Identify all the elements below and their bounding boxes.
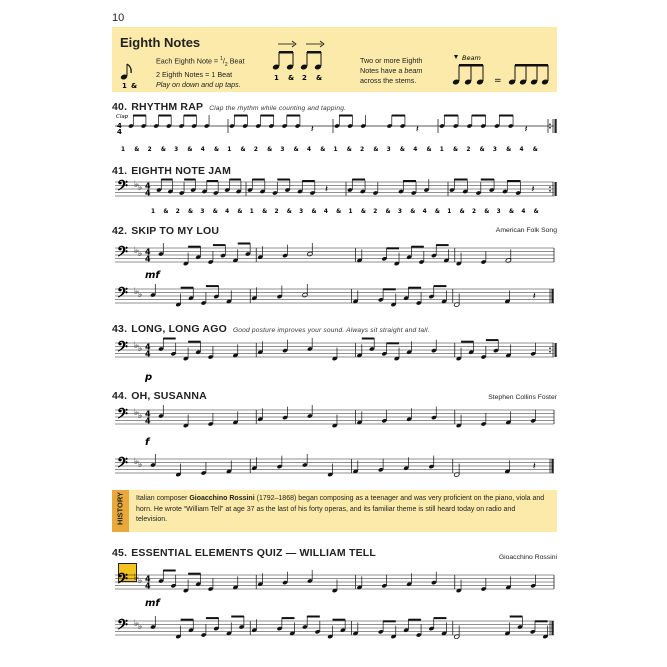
quarter-rest-icon: 𝄽 — [415, 124, 419, 135]
beam-text-3: across the stems. — [360, 76, 417, 85]
count-label: & — [479, 147, 485, 153]
bass-clef-icon: 𝄢 — [117, 571, 128, 591]
clap-label: Clap — [116, 114, 129, 120]
beam — [213, 244, 225, 246]
beam — [434, 617, 447, 619]
flat-icon: ♭ — [138, 249, 143, 259]
bass-clef-icon: 𝄢 — [117, 617, 128, 637]
exercise-45-credit: Gioacchino Rossini — [498, 554, 557, 561]
flat-icon: ♭ — [134, 408, 139, 418]
beam — [252, 179, 264, 181]
count-label: 1 — [249, 209, 254, 215]
beam-text-2-pre: Notes have a — [360, 66, 405, 75]
flat-icon: ♭ — [138, 290, 143, 300]
svg-text:&: & — [288, 74, 295, 82]
info-description: Each Eighth Note = $^1/_2$ Beat 2 Eighth Notes = 1 Beat Play on down and up taps. — [156, 54, 276, 90]
beam — [282, 617, 295, 619]
count-label: & — [453, 147, 459, 153]
beam — [472, 115, 486, 117]
beam — [231, 616, 244, 618]
exercise-42-title: 42. SKIP TO MY LOU — [112, 225, 220, 237]
time-signature-top: 4 — [145, 181, 151, 191]
info-count-one: 1 — [122, 82, 127, 89]
info-title: Eighth Notes — [120, 35, 201, 50]
beam — [486, 339, 498, 341]
beam — [392, 115, 405, 117]
time-signature-bottom: 4 — [145, 416, 151, 426]
time-signature-bottom: 4 — [145, 254, 151, 264]
beam — [261, 115, 274, 117]
exercise-45-title: 45. ESSENTIAL ELEMENTS QUIZ — WILLIAM TELL — [112, 547, 377, 559]
count-label: 3 — [200, 209, 205, 215]
bass-clef-icon: 𝄢 — [117, 244, 128, 264]
count-label: 2 — [147, 147, 152, 153]
info-line3: Play on down and up taps. — [156, 79, 241, 89]
beam — [234, 115, 247, 117]
flat-icon: ♭ — [138, 576, 143, 586]
count-label: 4 — [519, 147, 524, 153]
exercise-44-credit: Stephen Collins Foster — [488, 394, 557, 401]
beam — [161, 179, 172, 181]
flat-icon: ♭ — [134, 287, 139, 297]
final-barline — [552, 621, 554, 635]
beam — [188, 341, 200, 343]
exercise-40-title: 40. RHYTHM RAP Clap the rhythm while counting and tapping. — [112, 101, 347, 113]
time-signature-bottom: 4 — [117, 128, 122, 136]
count-label: & — [160, 147, 166, 153]
time-signature-top: 4 — [117, 122, 122, 130]
beam — [352, 179, 365, 181]
count-label: 2 — [274, 209, 279, 215]
count-label: 3 — [386, 147, 391, 153]
count-label: & — [293, 147, 299, 153]
staff — [115, 406, 554, 426]
count-label: & — [346, 147, 352, 153]
count-label: 1 — [151, 209, 156, 215]
info-frac-den: 2 — [224, 61, 228, 68]
repeat-dot — [549, 123, 551, 125]
history-composer: Gioacchino Rossini — [189, 495, 255, 502]
exercise-43-title: 43. LONG, LONG AGO Good posture improves your sound. Always sit straight and tall. — [112, 323, 430, 335]
quarter-rest-icon: 𝄽 — [531, 184, 535, 195]
beam — [159, 115, 172, 117]
flat-icon: ♭ — [134, 246, 139, 256]
info-line1-prefix: Each Eighth Note = — [156, 56, 221, 66]
beam — [188, 573, 200, 575]
beam — [277, 179, 290, 181]
repeat-dot — [549, 190, 551, 192]
history-text: Italian composer Gioacchino Rossini (1792–1868) began composing as a teenager and was very proficient on the piano, viola and horn. He wrote “William Tell” at age 37 as the last of his forty operas, and its familiar theme is still heard today on radio and television. — [136, 495, 545, 523]
beam — [307, 616, 320, 618]
count-label: & — [434, 209, 440, 215]
beam — [507, 180, 520, 182]
count-label: & — [187, 147, 193, 153]
beam — [238, 243, 250, 245]
count-label: & — [213, 147, 220, 153]
beam — [411, 246, 423, 248]
count-label: & — [188, 209, 194, 215]
count-label: & — [373, 147, 379, 153]
count-label: 1 — [447, 209, 452, 215]
count-label: 2 — [373, 209, 378, 215]
beam — [163, 338, 175, 340]
beam — [454, 179, 467, 181]
beam — [408, 287, 421, 289]
count-label: & — [311, 209, 317, 215]
beam — [510, 616, 523, 618]
count-label: 3 — [299, 209, 304, 215]
info-line1-suffix: Beat — [227, 56, 245, 66]
count-label: & — [320, 147, 326, 153]
count-label: 3 — [492, 147, 497, 153]
beam — [206, 617, 219, 619]
count-label: & — [484, 209, 490, 215]
count-label: & — [360, 209, 366, 215]
bass-clef-icon: 𝄢 — [117, 455, 128, 475]
bass-clef-icon: 𝄢 — [117, 339, 128, 359]
count-label: 1 — [439, 147, 444, 153]
repeat-dot — [549, 127, 551, 129]
count-label: 1 — [333, 147, 338, 153]
count-label: & — [336, 209, 342, 215]
beam — [339, 115, 352, 117]
beam — [133, 115, 146, 117]
count-label: & — [399, 147, 405, 153]
quarter-rest-icon: 𝄽 — [524, 124, 528, 135]
svg-text:2: 2 — [302, 74, 307, 82]
flat-icon: ♭ — [138, 460, 143, 470]
count-label: 2 — [360, 147, 365, 153]
flat-icon: ♭ — [138, 183, 143, 193]
count-label: & — [385, 209, 391, 215]
info-frac-num: 1 — [220, 56, 223, 62]
page-number: 10 — [112, 12, 125, 24]
count-label: & — [410, 209, 416, 215]
count-label: & — [267, 147, 273, 153]
beam-text-2-em: beam — [404, 66, 423, 75]
count-label: & — [262, 209, 268, 215]
count-label: & — [134, 147, 140, 153]
final-barline — [552, 459, 554, 473]
count-label: & — [237, 209, 243, 215]
bass-clef-icon: 𝄢 — [117, 178, 128, 198]
count-label: & — [506, 147, 512, 153]
time-signature-bottom: 4 — [145, 188, 151, 198]
final-barline — [555, 182, 557, 196]
count-label: 4 — [521, 209, 526, 215]
staff — [115, 178, 554, 198]
repeat-dot — [549, 186, 551, 188]
count-label: 3 — [397, 209, 402, 215]
quarter-rest-icon: 𝄽 — [532, 461, 536, 472]
beam — [499, 115, 513, 117]
beam-label: Beam — [462, 54, 481, 62]
flat-icon: ♭ — [134, 573, 139, 583]
count-label: & — [212, 209, 218, 215]
beam — [163, 570, 175, 572]
count-label: & — [532, 147, 538, 153]
time-signature-top: 4 — [145, 342, 151, 352]
count-label: 2 — [253, 147, 258, 153]
beam — [434, 285, 447, 287]
count-label: 4 — [306, 147, 311, 153]
final-barline — [552, 289, 554, 303]
exercise-41-title: 41. EIGHTH NOTE JAM — [112, 165, 232, 177]
beam — [302, 180, 315, 182]
info-count-and: & — [131, 82, 138, 89]
count-label: & — [426, 147, 432, 153]
time-signature-bottom: 4 — [145, 349, 151, 359]
count-label: 3 — [496, 209, 501, 215]
staff — [115, 339, 554, 359]
beam — [362, 338, 374, 340]
beam — [188, 246, 200, 248]
count-label: 4 — [225, 209, 230, 215]
beam — [481, 179, 494, 181]
time-signature-top: 4 — [145, 574, 151, 584]
count-label: & — [533, 209, 539, 215]
count-label: 4 — [200, 147, 205, 153]
flat-icon: ♭ — [138, 411, 143, 421]
staff — [115, 571, 554, 591]
flat-icon: ♭ — [134, 457, 139, 467]
count-label: 1 — [121, 147, 126, 153]
count-label: & — [240, 147, 246, 153]
beam — [408, 619, 421, 621]
flat-icon: ♭ — [134, 341, 139, 351]
beam — [444, 115, 458, 117]
bass-clef-icon: 𝄢 — [117, 406, 128, 426]
quarter-rest-icon: 𝄽 — [325, 184, 329, 195]
count-label: 2 — [471, 209, 476, 215]
svg-text:1: 1 — [274, 74, 279, 82]
beam — [332, 619, 345, 621]
flat-icon: ♭ — [134, 619, 139, 629]
repeat-dot — [549, 347, 551, 349]
count-label: 4 — [323, 209, 328, 215]
time-signature-top: 4 — [145, 409, 151, 419]
beam — [184, 115, 197, 117]
exercise-42-credit: American Folk Song — [495, 227, 557, 234]
flat-icon: ♭ — [134, 180, 139, 190]
flat-icon: ♭ — [138, 622, 143, 632]
beam-equals: = — [494, 76, 502, 86]
svg-text:&: & — [316, 74, 323, 82]
beam — [387, 247, 399, 249]
beam — [206, 285, 219, 287]
beam — [383, 288, 396, 290]
beam — [403, 180, 416, 182]
beam — [230, 179, 241, 181]
info-line2: 2 Eighth Notes = 1 Beat — [156, 69, 233, 79]
dynamic-marking: mf — [145, 598, 160, 609]
count-label: 2 — [175, 209, 180, 215]
flat-icon: ♭ — [138, 344, 143, 354]
beam — [461, 341, 473, 343]
beam-text-1: Two or more Eighth — [360, 56, 423, 65]
time-signature-top: 4 — [145, 247, 151, 257]
beam — [181, 287, 194, 289]
dynamic-marking: mf — [145, 270, 160, 281]
quarter-rest-icon: 𝄽 — [532, 291, 536, 302]
beam — [387, 342, 399, 344]
count-label: & — [163, 209, 169, 215]
count-label: & — [508, 209, 515, 215]
final-barline — [555, 119, 557, 133]
history-tab-label: HISTORY — [115, 492, 125, 525]
bass-clef-icon: 𝄢 — [117, 285, 128, 305]
time-signature-bottom: 4 — [145, 581, 151, 591]
quarter-rest-icon: 𝄽 — [310, 124, 314, 135]
dynamic-marking: f — [145, 437, 150, 448]
beam — [207, 180, 218, 182]
staff — [115, 244, 554, 264]
count-label: 1 — [227, 147, 232, 153]
count-label: & — [459, 209, 465, 215]
beam — [535, 620, 548, 622]
beam — [181, 619, 194, 621]
beam — [436, 244, 448, 246]
repeat-dot — [549, 351, 551, 353]
beam — [287, 115, 300, 117]
count-label: & — [286, 209, 292, 215]
final-barline — [555, 343, 557, 357]
beam — [184, 179, 195, 181]
count-label: 3 — [280, 147, 285, 153]
count-label: 1 — [348, 209, 353, 215]
beam — [383, 620, 396, 622]
count-label: 4 — [422, 209, 427, 215]
exercise-44-title: 44. OH, SUSANNA — [112, 390, 207, 402]
count-label: 2 — [466, 147, 471, 153]
count-label: 4 — [413, 147, 418, 153]
count-label: 3 — [174, 147, 179, 153]
dynamic-marking: p — [145, 372, 153, 383]
